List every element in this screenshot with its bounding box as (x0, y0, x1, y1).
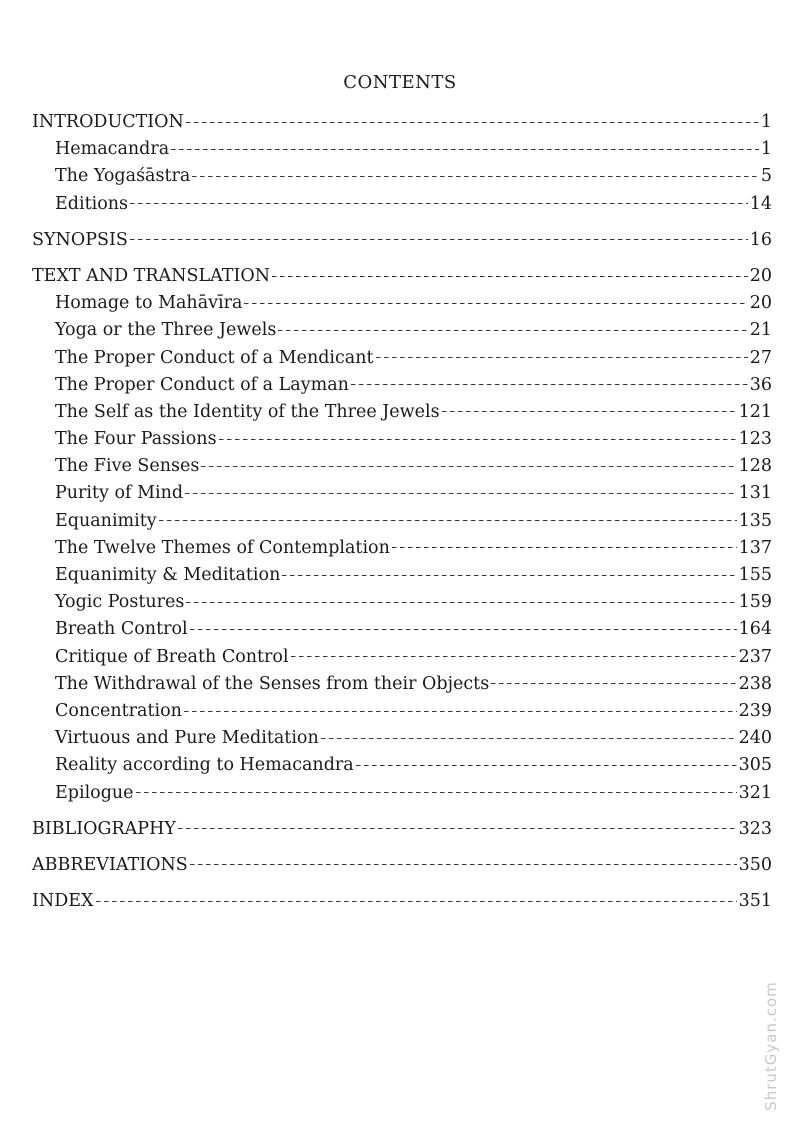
watermark: ShrutGyan.com (762, 981, 780, 1111)
toc-label: Equanimity (55, 510, 157, 531)
toc-label: INDEX (32, 891, 94, 912)
toc-label: Homage to Mahāvīra (55, 293, 243, 314)
toc-page-number: 240 (738, 728, 772, 749)
toc-entry-synopsis (32, 227, 772, 254)
dot-leader (282, 571, 736, 581)
toc-entry-equanimity (32, 508, 772, 535)
toc-label: The Twelve Themes of Contemplation (55, 537, 390, 558)
toc-page-number: 239 (738, 700, 772, 721)
toc-entry-critique-breath-control (32, 644, 772, 671)
toc-label: TEXT AND TRANSLATION (32, 265, 271, 286)
toc-page-number: 164 (738, 619, 772, 640)
dot-leader (171, 145, 759, 155)
toc-page-number: 20 (749, 265, 772, 286)
toc-entry-withdrawal (32, 671, 772, 698)
toc-label: The Self as the Identity of the Three Jewels (55, 401, 440, 422)
dot-leader (130, 199, 748, 209)
dot-leader (201, 462, 736, 472)
dot-leader (130, 235, 748, 245)
toc-label: Critique of Breath Control (55, 646, 289, 667)
dot-leader (291, 652, 737, 662)
toc-label: Concentration (55, 700, 182, 721)
toc-page-number: 159 (738, 592, 772, 613)
dot-leader (190, 860, 737, 870)
toc-page-number: 1 (760, 139, 772, 160)
toc-entry-self-identity (32, 399, 772, 426)
toc-page-number: 137 (738, 537, 772, 558)
toc-page-number: 121 (738, 401, 772, 422)
toc-page-number: 1 (760, 112, 772, 132)
toc-entry-index (32, 888, 772, 915)
toc-label: The Proper Conduct of a Layman (55, 374, 349, 395)
dot-leader (392, 543, 737, 553)
toc-page-number: 20 (749, 293, 772, 314)
dot-leader (351, 380, 748, 390)
toc-entry-reality (32, 752, 772, 779)
toc-page-number: 14 (749, 193, 772, 214)
toc-entry-layman (32, 372, 772, 399)
toc-entry-equanimity-meditation (32, 562, 772, 589)
toc-entry-virtuous-meditation (32, 725, 772, 752)
toc-page-number: 321 (738, 782, 772, 803)
dot-leader (186, 598, 736, 608)
toc-page-number: 323 (738, 818, 772, 839)
dot-leader (96, 897, 737, 907)
toc-entry-abbreviations (32, 852, 772, 879)
page-title: CONTENTS (343, 72, 457, 93)
toc-page-number: 27 (749, 347, 772, 368)
toc-label: Purity of Mind (55, 483, 184, 504)
toc-label: Yoga or the Three Jewels (55, 320, 277, 341)
toc-entry-hemacandra (32, 136, 772, 163)
dot-leader (178, 824, 737, 834)
dot-leader (491, 679, 736, 689)
dot-leader (278, 326, 747, 336)
toc-entry-introduction (32, 109, 772, 136)
toc-entry-breath-control (32, 616, 772, 643)
toc-page-number: 351 (738, 891, 772, 912)
toc-page-number: 36 (749, 374, 772, 395)
toc-entry-yogasastra (32, 163, 772, 190)
toc-entry-bibliography (32, 816, 772, 843)
dot-leader (185, 489, 737, 499)
toc-page-number: 5 (760, 166, 772, 187)
toc-page-number: 123 (738, 429, 772, 450)
toc-label: Editions (55, 193, 128, 214)
toc-label: The Proper Conduct of a Mendicant (55, 347, 374, 368)
dot-leader (186, 118, 759, 128)
toc-label: INTRODUCTION (32, 112, 184, 132)
dot-leader (184, 707, 737, 717)
toc-label: Virtuous and Pure Meditation (55, 728, 319, 749)
dot-leader (244, 299, 747, 309)
toc-label: Breath Control (55, 619, 188, 640)
dot-leader (136, 788, 737, 798)
toc-entry-purity-of-mind (32, 480, 772, 507)
toc-page-number: 21 (749, 320, 772, 341)
toc-entry-four-passions (32, 426, 772, 453)
toc-page-number: 131 (738, 483, 772, 504)
dot-leader (356, 761, 737, 771)
toc-entry-twelve-themes (32, 535, 772, 562)
toc-page-number: 155 (738, 565, 772, 585)
toc-page-number: 128 (738, 456, 772, 477)
table-of-contents (32, 109, 772, 915)
dot-leader (321, 734, 737, 744)
dot-leader (442, 407, 737, 417)
toc-page-number: 350 (738, 854, 772, 875)
toc-page-number: 237 (738, 646, 772, 667)
dot-leader (190, 625, 737, 635)
toc-entry-homage (32, 290, 772, 317)
toc-label: BIBLIOGRAPHY (32, 818, 176, 839)
toc-label: Hemacandra (55, 139, 170, 160)
dot-leader (192, 172, 759, 182)
toc-label: Equanimity & Meditation (55, 565, 281, 585)
toc-label: ABBREVIATIONS (32, 854, 188, 875)
toc-page-number: 238 (738, 673, 772, 694)
toc-label: Reality according to Hemacandra (55, 755, 354, 776)
toc-label: The Withdrawal of the Senses from their Objects (55, 673, 490, 694)
toc-entry-mendicant (32, 345, 772, 372)
dot-leader (159, 516, 737, 526)
toc-entry-text-and-translation (32, 263, 772, 290)
toc-label: Yogic Postures (55, 592, 185, 613)
toc-label: The Four Passions (55, 429, 217, 450)
toc-label: The Yogaśāstra (55, 166, 191, 187)
dot-leader (219, 435, 737, 445)
dot-leader (272, 272, 748, 282)
toc-entry-concentration (32, 698, 772, 725)
toc-entry-editions (32, 191, 772, 218)
toc-entry-yogic-postures (32, 589, 772, 616)
toc-label: SYNOPSIS (32, 229, 128, 250)
toc-entry-epilogue (32, 780, 772, 807)
toc-page-number: 16 (749, 229, 772, 250)
toc-page-number: 135 (738, 510, 772, 531)
toc-page-number: 305 (738, 755, 772, 776)
toc-label: Epilogue (55, 782, 134, 803)
dot-leader (376, 353, 748, 363)
toc-label: The Five Senses (55, 456, 200, 477)
toc-entry-three-jewels (32, 317, 772, 344)
toc-entry-five-senses (32, 453, 772, 480)
